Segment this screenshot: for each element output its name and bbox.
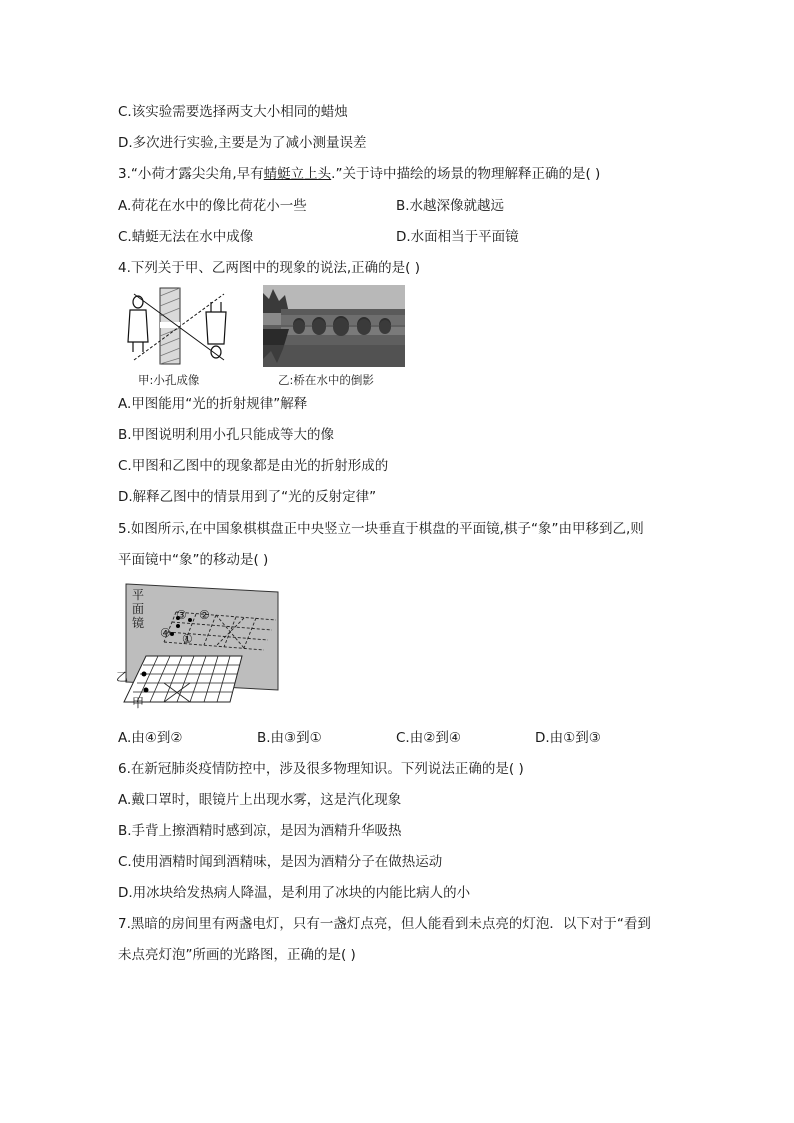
q4-option-c: C.甲图和乙图中的现象都是由光的折射形成的 <box>118 458 389 474</box>
q4-option-a: A.甲图能用“光的折射规律”解释 <box>118 396 308 412</box>
fig-jia-caption: 甲:小孔成像 <box>138 373 200 387</box>
q6-option-b: B.手背上擦酒精时感到凉，是因为酒精升华吸热 <box>118 823 402 839</box>
q3-stem-pre: 3.“小荷才露尖尖角,早有 <box>118 166 264 182</box>
q6-option-d: D.用冰块给发热病人降温，是利用了冰块的内能比病人的小 <box>118 885 471 901</box>
q7-stem-line1: 7.黑暗的房间里有两盏电灯，只有一盏灯点亮，但人能看到未点亮的灯泡．以下对于“看到 <box>118 916 651 932</box>
q6-option-a: A.戴口罩时，眼镜片上出现水雾，这是汽化现象 <box>118 792 402 808</box>
q5-stem-line1: 5.如图所示,在中国象棋棋盘正中央竖立一块垂直于棋盘的平面镜,棋子“象”由甲移到乙,则 <box>118 521 644 537</box>
q7-stem-line2: 未点亮灯泡”所画的光路图，正确的是( ) <box>118 947 356 963</box>
q3-stem-underlined: 蜻蜓立上头 <box>263 166 332 182</box>
label-jia: 甲 <box>132 696 145 710</box>
q5-stem-line2: 平面镜中“象”的移动是( ) <box>118 552 269 568</box>
chessboard-mirror-figure <box>116 582 280 710</box>
q3-option-c: C.蜻蜓无法在水中成像 <box>118 229 254 245</box>
q5-option-b: B.由③到① <box>257 730 322 746</box>
q3-option-d: D.水面相当于平面镜 <box>396 229 519 245</box>
q3-option-a: A.荷花在水中的像比荷花小一些 <box>118 198 307 214</box>
q5-option-a: A.由④到② <box>118 730 183 746</box>
q3-stem-post: .”关于诗中描绘的场景的物理解释正确的是( ) <box>331 166 601 182</box>
label-yi: 乙 <box>116 670 129 684</box>
pinhole-imaging-figure <box>124 286 236 366</box>
q4-stem: 4.下列关于甲、乙两图中的现象的说法,正确的是( ) <box>118 260 420 276</box>
q5-option-c: C.由②到④ <box>396 730 461 746</box>
q3-option-b: B.水越深像就越远 <box>396 198 505 214</box>
mirror-label-3: 镜 <box>132 616 145 630</box>
point-4-label: ④ <box>160 626 171 640</box>
point-2-label: ② <box>199 608 210 622</box>
mirror-label-2: 面 <box>132 602 145 616</box>
q6-stem: 6.在新冠肺炎疫情防控中，涉及很多物理知识。下列说法正确的是( ) <box>118 761 524 777</box>
q2-option-d: D.多次进行实验,主要是为了减小测量误差 <box>118 135 367 151</box>
mirror-label-1: 平 <box>132 588 145 602</box>
point-3-label: ③ <box>176 608 187 622</box>
q4-option-b: B.甲图说明利用小孔只能成等大的像 <box>118 427 335 443</box>
q6-option-c: C.使用酒精时闻到酒精味，是因为酒精分子在做热运动 <box>118 854 443 870</box>
q2-option-c: C.该实验需要选择两支大小相同的蜡烛 <box>118 104 348 120</box>
fig-yi-caption: 乙:桥在水中的倒影 <box>278 373 374 387</box>
q3-stem <box>118 165 600 183</box>
q5-option-d: D.由①到③ <box>535 730 601 746</box>
point-1-label: ① <box>182 632 193 646</box>
bridge-reflection-photo <box>263 285 405 367</box>
q4-option-d: D.解释乙图中的情景用到了“光的反射定律” <box>118 489 377 505</box>
